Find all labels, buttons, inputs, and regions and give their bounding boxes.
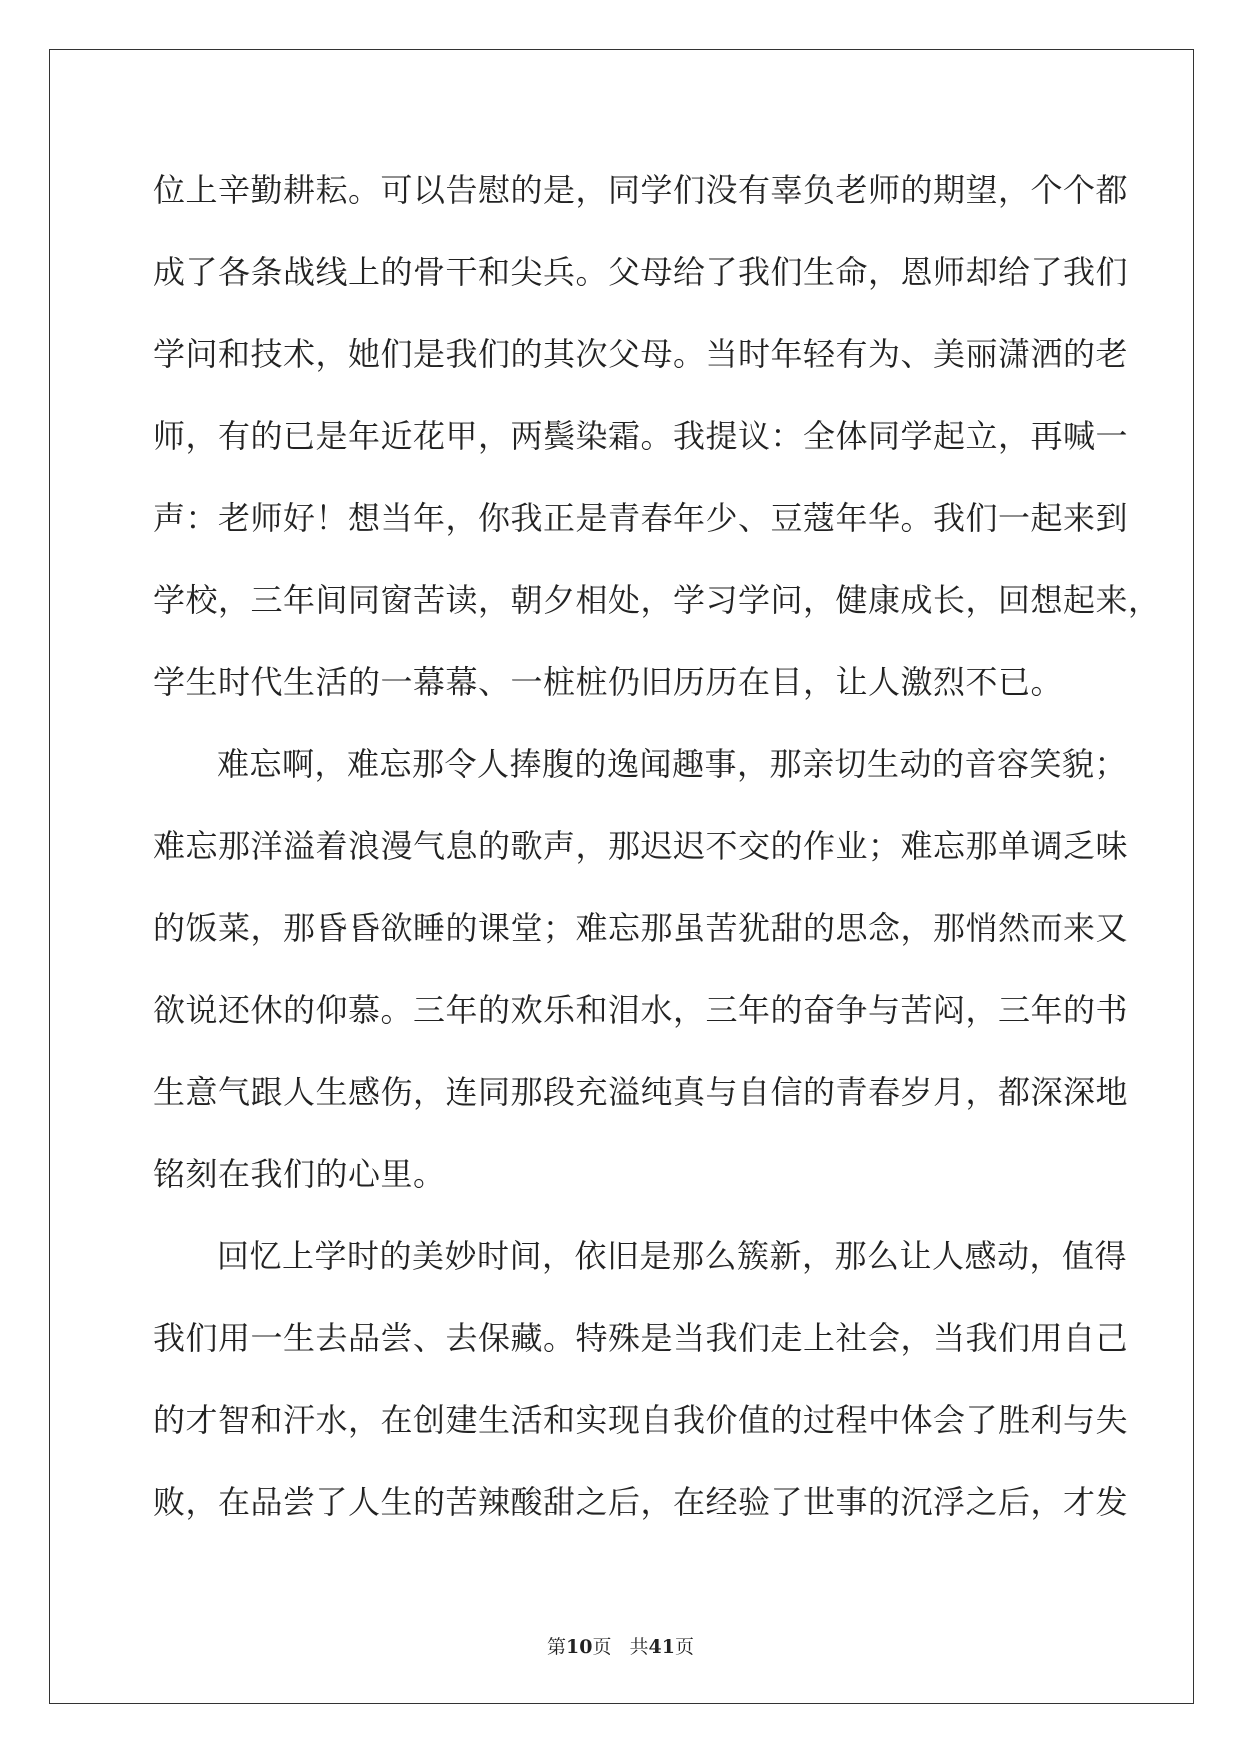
text-line: 成了各条战线上的骨干和尖兵。父母给了我们生命，恩师却给了我们: [153, 253, 1129, 291]
text-line: 学问和技术，她们是我们的其次父母。当时年轻有为、美丽潇洒的老: [153, 335, 1129, 373]
footer-page-suffix: 页: [592, 1636, 612, 1658]
text-line: 声：老师好！想当年，你我正是青春年少、豆蔻年华。我们一起来到: [153, 499, 1129, 537]
page-footer: [0, 1632, 1241, 1659]
footer-total-prefix: 共: [629, 1636, 649, 1658]
text-line: 难忘那洋溢着浪漫气息的歌声，那迟迟不交的作业；难忘那单调乏味: [153, 827, 1129, 865]
text-line: 败，在品尝了人生的苦辣酸甜之后，在经验了世事的沉浮之后，才发: [153, 1483, 1129, 1521]
text-line: 欲说还休的仰慕。三年的欢乐和泪水，三年的奋争与苦闷，三年的书: [153, 991, 1129, 1029]
text-line: 难忘啊，难忘那令人捧腹的逸闻趣事，那亲切生动的音容笑貌；: [217, 745, 1128, 783]
text-line: 的饭菜，那昏昏欲睡的课堂；难忘那虽苦犹甜的思念，那悄然而来又: [153, 909, 1129, 947]
text-line: 位上辛勤耕耘。可以告慰的是，同学们没有辜负老师的期望，个个都: [153, 171, 1129, 209]
text-line: 我们用一生去品尝、去保藏。特殊是当我们走上社会，当我们用自己: [153, 1319, 1129, 1357]
text-line: 回忆上学时的美妙时间，依旧是那么簇新，那么让人感动，值得: [217, 1237, 1128, 1275]
text-line: 铭刻在我们的心里。: [153, 1155, 446, 1193]
document-body: [153, 160, 1161, 1554]
text-line: 生意气跟人生感伤，连同那段充溢纯真与自信的青春岁月，都深深地: [153, 1073, 1129, 1111]
text-line: 师，有的已是年近花甲，两鬓染霜。我提议：全体同学起立，再喊一: [153, 417, 1129, 455]
total-page-count: 41: [648, 1636, 675, 1658]
text-line: 学校，三年间同窗苦读，朝夕相处，学习学问，健康成长，回想起来，: [153, 581, 1161, 619]
text-line: 学生时代生活的一幕幕、一桩桩仍旧历历在目，让人激烈不已。: [153, 663, 1064, 701]
footer-total-suffix: 页: [674, 1636, 694, 1658]
current-page-number: 10: [566, 1636, 593, 1658]
footer-prefix: 第: [547, 1636, 567, 1658]
text-line: 的才智和汗水，在创建生活和实现自我价值的过程中体会了胜利与失: [153, 1401, 1129, 1439]
